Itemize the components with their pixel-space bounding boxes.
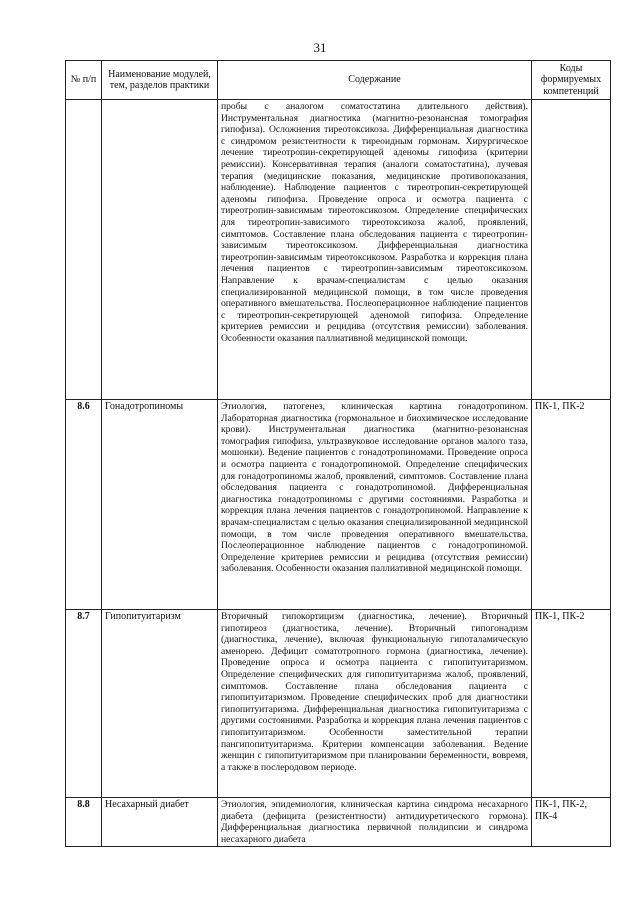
header-competency-codes: Коды формируемых компетенций — [532, 61, 611, 100]
row-competency-codes: ПК-1, ПК-2 — [532, 400, 611, 610]
table-row — [66, 798, 611, 847]
row-content: Этиология, патогенез, клиническая картина гонадотропином. Лабораторная диагностика (гормональное и биохимическое исследование крови). Инструментальная диагностика (магнитно-резонансная томография гипофиза, ультразвуковое исследование органов малого таза, мошонки). Ведение пациентов с гонадотропиномами. Проведение опроса и осмотра пациента с гонадотропиномой. Определение специфических для гонадотропиномы жалоб, проявлений, симптомов. Составление плана обследования пациента с гонадотропиномой. Дифференциальная диагностика гонадотропиномы с другими состояниями. Разработка и коррекция плана лечения пациентов с гонадотропиномой. Направление к врачам-специалистам с целью оказания специализированной медицинской помощи, в том числе проведения оперативного вмешательства. Послеоперационное наблюдение пациентов с гонадотропиномой. Определение критериев ремиссии и рецидива (отсутствия ремиссии) заболевания. Особенности оказания паллиативной медицинской помощи. — [218, 400, 532, 610]
header-number: № п/п — [66, 61, 102, 100]
row-competency-codes — [532, 100, 611, 400]
row-topic-name: Гонадотропиномы — [102, 400, 218, 610]
header-module-name: Наименование модулей, тем, разделов практики — [102, 61, 218, 100]
row-content: Этиология, эпидемиология, клиническая картина синдрома несахарного диабета (дефицита (резистентности) антидиуретического гормона). Дифференциальная диагностика первичной полидипсии и синдрома несахарного диабета — [218, 798, 532, 847]
row-content: пробы с аналогом соматостатина длительного действия). Инструментальная диагностика (магнитно-резонансная томография гипофиза). Осложнения тиреотоксикоза. Дифференциальная диагностика с синдромом резистентности к тиреоидным гормонам. Хирургическое лечение тиреотропин-секретирующей аденомы гипофиза (критерии ремиссии). Консервативная терапия (аналоги соматостатина), лучевая терапия (медицинские показания, медицинские противопоказания, наблюдение). Наблюдение пациентов с тиреотропин-секретирующей аденомы гипофиза. Проведение опроса и осмотра пациента с тиреотропин-зависимым тиреотоксикозом. Определение специфических для тиреотропин-зависимого тиреотоксикоза жалоб, проявлений, симптомов. Составление плана обследования пациента с тиреотропин-зависимым тиреотоксикозом. Дифференциальная диагностика тиреотропин-зависимым тиреотоксикозом. Разработка и коррекция плана лечения пациентов с тиреотропин-зависимым тиреотоксикозом. Направление к врачам-специалистам с целью оказания специализированной медицинской помощи, в том числе проведения оперативного вмешательства. Послеоперационное наблюдение пациентов с тиреотропин-секретирующей аденомой гипофиза. Определение критериев ремиссии и рецидива (отсутствия ремиссии) заболевания. Особенности оказания паллиативной медицинской помощи. — [218, 100, 532, 400]
table-header-row — [66, 61, 611, 100]
header-content: Содержание — [218, 61, 532, 100]
curriculum-table — [65, 60, 611, 847]
row-number — [66, 100, 102, 400]
row-number: 8.7 — [66, 610, 102, 798]
row-content: Вторичный гипокортицизм (диагностика, лечение). Вторичный гипотиреоз (диагностика, лечение). Вторичный гипогонадизм (диагностика, лечение), включая функциональную гипоталамическую аменорею. Дефицит соматотропного гормона (диагностика, лечение). Проведение опроса и осмотра пациента с гипопитуитаризмом. Определение специфических для гипопитуитаризма жалоб, проявлений, симптомов. Составление плана обследования пациента с гипопитуитаризмом. Проведение специфических проб для диагностики гипопитуитаризма. Дифференциальная диагностика гипопитуитаризма с другими состояниями. Разработка и коррекция плана лечения пациентов с гипопитуитаризмом. Особенности заместительной терапии пангипопитуитаризма. Критерии компенсации заболевания. Ведение женщин с гипопитуитаризмом при планировании беременности, вовремя, а также в послеродовом периоде. — [218, 610, 532, 798]
row-topic-name — [102, 100, 218, 400]
row-competency-codes: ПК-1, ПК-2, ПК-4 — [532, 798, 611, 847]
row-number: 8.6 — [66, 400, 102, 610]
page-number: 31 — [313, 40, 327, 55]
table-row — [66, 400, 611, 610]
row-number: 8.8 — [66, 798, 102, 847]
row-topic-name: Гипопитуитаризм — [102, 610, 218, 798]
row-topic-name: Несахарный диабет — [102, 798, 218, 847]
table-row — [66, 100, 611, 400]
table-row — [66, 610, 611, 798]
row-competency-codes: ПК-1, ПК-2 — [532, 610, 611, 798]
